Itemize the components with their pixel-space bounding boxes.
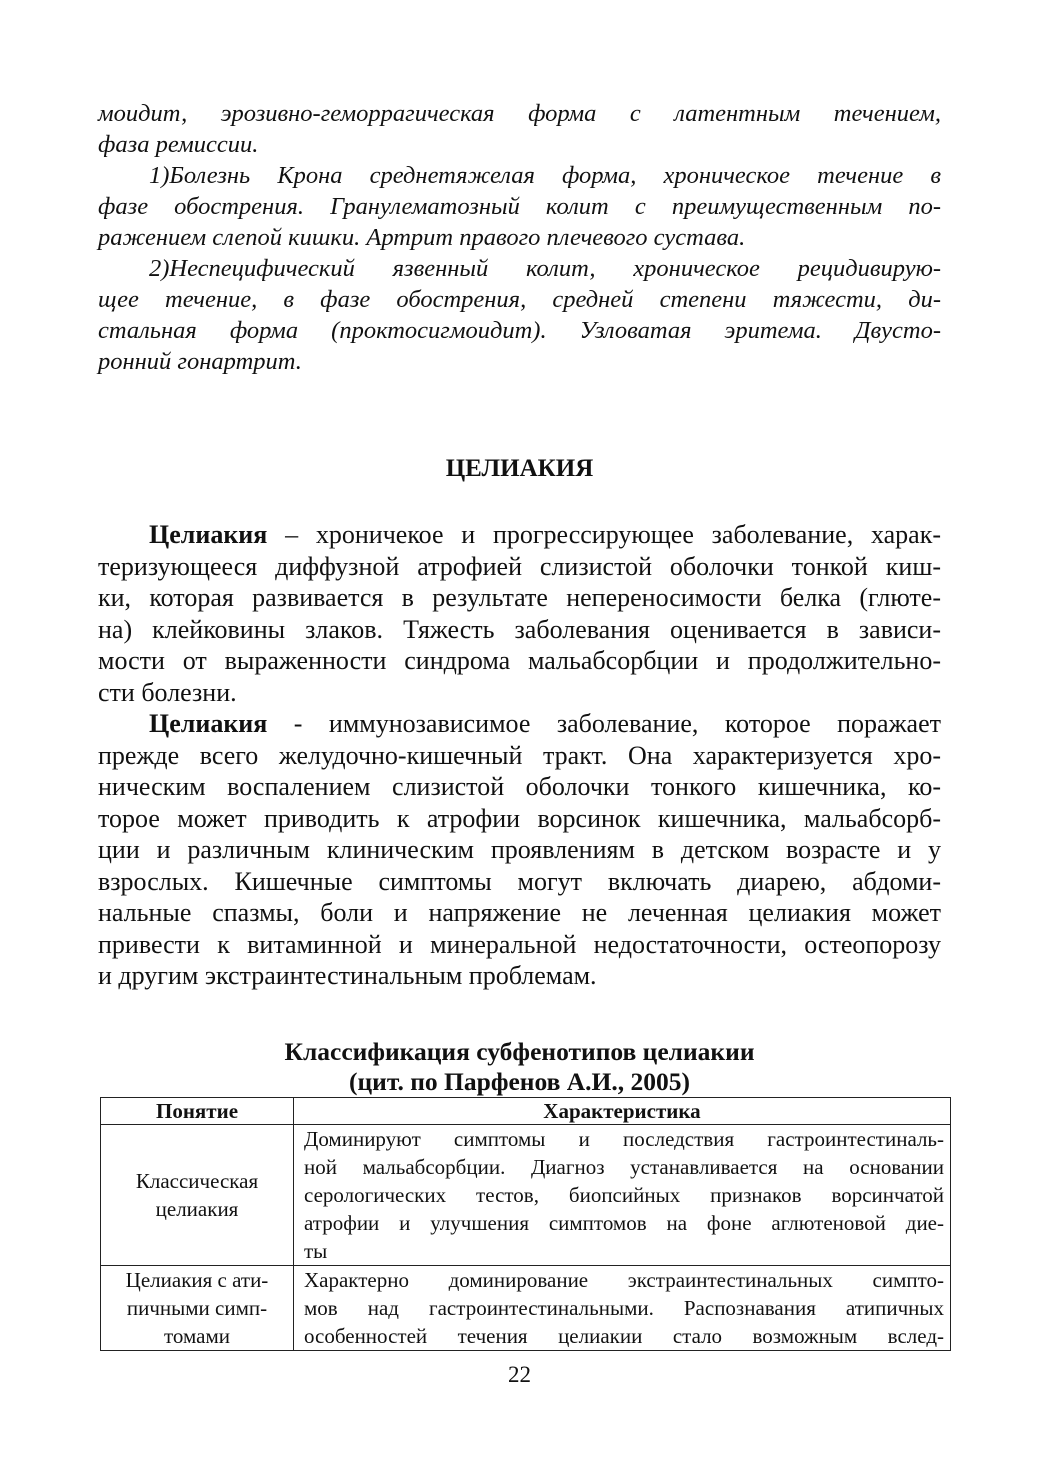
classification-table xyxy=(100,1097,951,1351)
cell-line: Доминируют симптомы и последствия гастроинтестиналь- xyxy=(304,1127,944,1151)
table-cell-desc xyxy=(294,1125,951,1266)
text-line: ражением слепой кишки. Артрит правого плечевого сустава. xyxy=(98,224,746,251)
cell-line: томами xyxy=(164,1324,230,1348)
cell-line: мов над гастроинтестинальными. Распознавания атипичных xyxy=(304,1296,944,1320)
text-line: ки, которая развивается в результате непереносимости белка (глюте- xyxy=(98,583,941,612)
intro-text xyxy=(98,98,941,377)
table-header-row xyxy=(101,1098,951,1125)
cell-line: пичными симп- xyxy=(126,1296,268,1320)
cell-line: Классическая xyxy=(135,1169,259,1193)
text-line: торое может приводить к атрофии ворсинок кишечника, мальабсорб- xyxy=(98,803,941,833)
text-line: нальные спазмы, боли и напряжение не леченная целиакия может xyxy=(98,898,941,927)
text-line: 2)Неспецифический язвенный колит, хроническое рецидивирую- xyxy=(149,255,941,282)
table-cell-term xyxy=(101,1266,294,1351)
cell-line: Целиакия с ати- xyxy=(125,1268,269,1292)
table-title: Классификация субфенотипов целиакии xyxy=(284,1037,755,1066)
text-span: - иммунозависимое заболевание, которое поражает xyxy=(267,709,941,738)
cell-line: серологических тестов, биопсийных признаков ворсинчатой xyxy=(304,1183,944,1207)
cell-line: атрофии и улучшения симптомов на фоне аглютеновой дие- xyxy=(304,1211,944,1235)
text-line: фазе обострения. Гранулематозный колит с преимущественным по- xyxy=(98,193,941,220)
table-header-cell: Понятие xyxy=(101,1098,294,1125)
cell-line: ной мальабсорбции. Диагноз устанавливается на основании xyxy=(304,1155,944,1179)
page-number: 22 xyxy=(508,1362,531,1387)
text-line: моидит, эрозивно-геморрагическая форма с латентным течением, xyxy=(98,100,941,127)
cell-line: особенностей течения целиакии стало возможным вслед- xyxy=(304,1324,944,1348)
term-bold: Целиакия xyxy=(149,520,268,549)
text-span: – хроничекое и прогрессирующее заболевание, харак- xyxy=(267,520,941,549)
table-cell-term xyxy=(101,1125,294,1266)
text-line: ронний гонартрит. xyxy=(98,348,302,375)
table-subtitle: (цит. по Парфенов А.И., 2005) xyxy=(349,1067,690,1096)
cell-line: Характерно доминирование экстраинтестинальных симпто- xyxy=(304,1268,944,1292)
text-line: 1)Болезнь Крона среднетяжелая форма, хроническое течение в xyxy=(149,162,941,189)
body-text xyxy=(98,519,941,992)
text-line: теризующееся диффузной атрофией слизистой оболочки тонкой киш- xyxy=(98,551,941,581)
cell-line: ты xyxy=(304,1239,328,1263)
table-row xyxy=(101,1125,951,1266)
text-line: взрослых. Кишечные симптомы могут включать диарею, абдоми- xyxy=(98,866,941,896)
text-line xyxy=(98,519,941,551)
text-line: привести к витаминной и минеральной недостаточности, остеопорозу xyxy=(98,929,941,959)
text-line: на) клейковины злаков. Тяжесть заболевания оценивается в зависи- xyxy=(98,614,941,644)
term-bold: Целиакия xyxy=(149,709,268,738)
table-header-cell: Характеристика xyxy=(294,1098,951,1125)
text-line: и другим экстраинтестинальным проблемам. xyxy=(98,961,597,990)
table-cell-desc xyxy=(294,1266,951,1351)
text-line: сти болезни. xyxy=(98,677,237,707)
text-line: ции и различным клиническим проявлениям в детском возрасте и у xyxy=(98,835,941,864)
section-title: ЦЕЛИАКИЯ xyxy=(445,455,594,482)
table-row xyxy=(101,1266,951,1351)
text-line: прежде всего желудочно-кишечный тракт. Она характеризуется хро- xyxy=(98,740,941,770)
text-line: щее течение, в фазе обострения, средней степени тяжести, ди- xyxy=(98,286,941,313)
cell-line: целиакия xyxy=(155,1197,239,1221)
text-line: мости от выраженности синдрома мальабсорбции и продолжительно- xyxy=(98,646,941,675)
text-line: фаза ремиссии. xyxy=(98,131,259,158)
text-line: ническим воспалением слизистой оболочки тонкого кишечника, ко- xyxy=(98,772,941,801)
text-line xyxy=(98,708,941,740)
text-line: стальная форма (проктосигмоидит). Узловатая эритема. Двусто- xyxy=(98,317,941,344)
